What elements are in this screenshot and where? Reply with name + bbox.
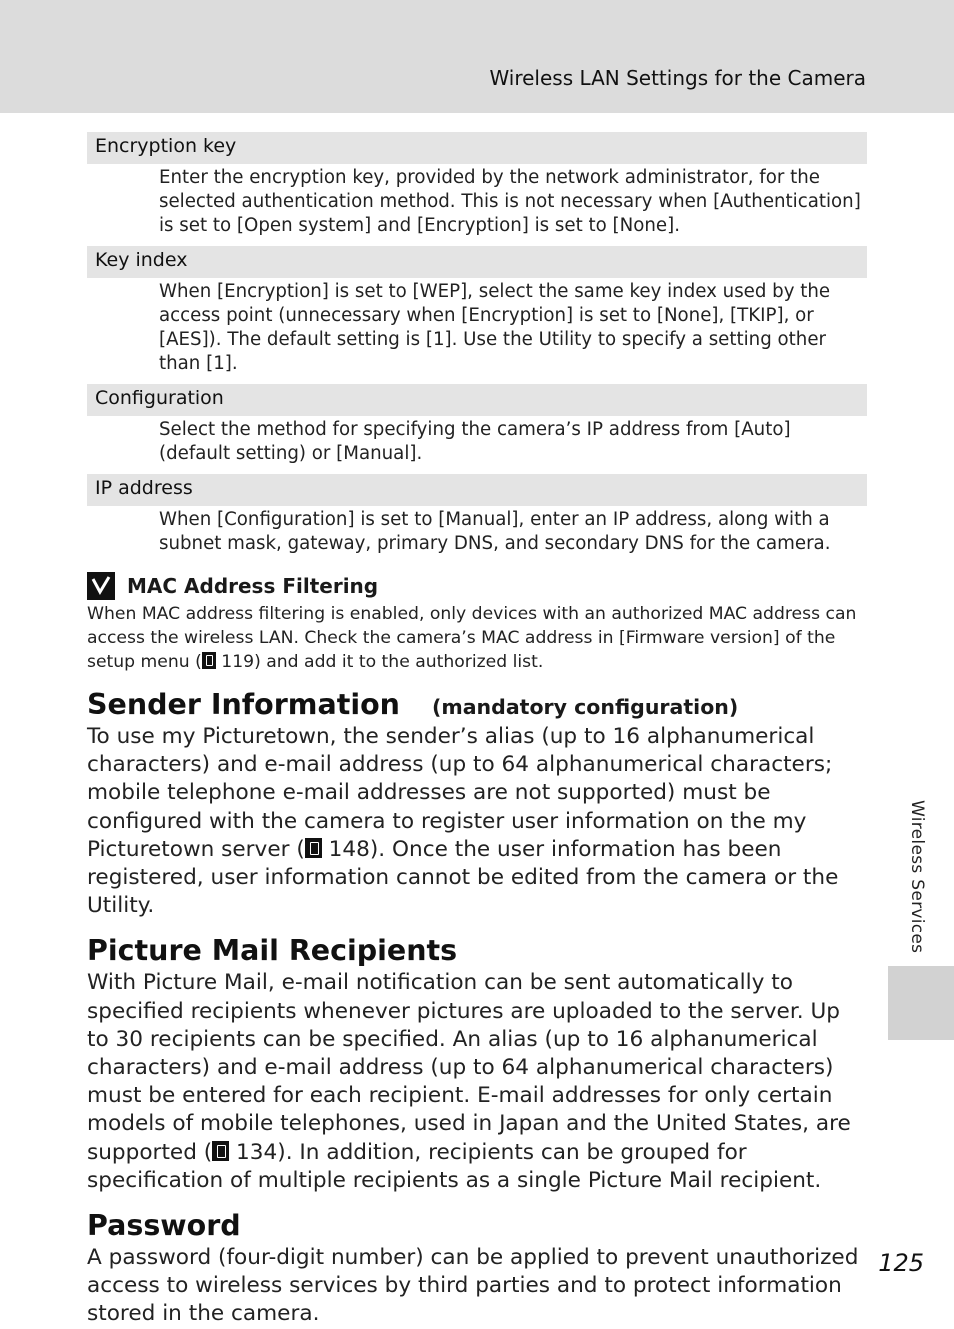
sender-body-text: To use my Picturetown, the sender’s alias (up to 16 alphanumerical characters) and e-mail address (up to 64 alphanumerical characters; mobile telephone e-mail addresses are not supported) must be configured with the camera to register user information on the my Picturetown server ( bbox=[87, 724, 833, 862]
sender-body-text-end: 148). Once the user information has been registered, user information cannot be edited from the camera or the Utility. bbox=[87, 836, 839, 919]
page-content bbox=[87, 132, 867, 1329]
sender-information-body bbox=[87, 723, 867, 920]
picture-mail-title: Picture Mail Recipients bbox=[87, 934, 458, 968]
setting-definition-configuration: Select the method for specifying the camera’s IP address from [Auto] (default setting) or [Manual]. bbox=[159, 419, 791, 464]
page-number: 125 bbox=[878, 1249, 924, 1277]
page-reference-icon bbox=[202, 652, 216, 669]
header-band bbox=[0, 0, 954, 113]
setting-term-key-index: Key index bbox=[87, 246, 867, 278]
sender-information-subtitle: (mandatory configuration) bbox=[431, 695, 739, 719]
password-heading bbox=[87, 1209, 867, 1242]
setting-definition-encryption-key: Enter the encryption key, provided by the network administrator, for the selected authentication method. This is not necessary when [Authentication] is set to [Open system] and [Encryption] is set to [None]. bbox=[159, 167, 861, 236]
sender-information-heading bbox=[87, 688, 867, 721]
note-body bbox=[87, 602, 867, 674]
note-body-text: When MAC address filtering is enabled, only devices with an authorized MAC address can access the wireless LAN. Check the camera’s MAC address in [Firmware version] of the setup menu ( bbox=[87, 604, 857, 672]
picture-mail-heading bbox=[87, 934, 867, 967]
setting-definition-key-index: When [Encryption] is set to [WEP], select the same key index used by the access point (unnecessary when [Encryption] is set to [None], [TKIP], or [AES]). The default setting is [1]. Use the Utility to specify a setting other than [1]. bbox=[159, 281, 831, 374]
note-heading bbox=[87, 572, 867, 600]
checkmark-icon bbox=[87, 572, 115, 600]
side-tab-marker bbox=[888, 966, 954, 1040]
password-body: A password (four-digit number) can be applied to prevent unauthorized access to wireless services by third parties and to protect information stored in the camera. bbox=[87, 1245, 859, 1327]
picture-mail-body-text-end: 134). In addition, recipients can be grouped for specification of multiple recipients as a single Picture Mail recipient. bbox=[87, 1139, 822, 1193]
page-reference-icon bbox=[212, 1141, 229, 1161]
note-title: MAC Address Filtering bbox=[127, 574, 379, 598]
setting-term-ip-address: IP address bbox=[87, 474, 867, 506]
side-tab-label: Wireless Services bbox=[907, 800, 927, 954]
running-head: Wireless LAN Settings for the Camera bbox=[489, 66, 866, 90]
setting-term-encryption-key: Encryption key bbox=[87, 132, 867, 164]
setting-term-configuration: Configuration bbox=[87, 384, 867, 416]
picture-mail-body-text: With Picture Mail, e-mail notification can be sent automatically to specified recipients whenever pictures are uploaded to the server. Up to 30 recipients can be specified. An alias (up to 16 alphanumerical characters) and e-mail address (up to 64 alphanumerical characters) must be entered for each recipient. E-mail addresses for only certain models of mobile telephones, used in Japan and the United States, are supported ( bbox=[87, 970, 851, 1165]
sender-information-title: Sender Information bbox=[87, 688, 400, 721]
note-body-text-end: 119) and add it to the authorized list. bbox=[215, 652, 544, 672]
password-title: Password bbox=[87, 1209, 241, 1243]
picture-mail-body bbox=[87, 969, 867, 1195]
setting-definition-ip-address: When [Configuration] is set to [Manual], enter an IP address, along with a subnet mask, gateway, primary DNS, and secondary DNS for the camera. bbox=[159, 509, 831, 554]
note-mac-address-filtering bbox=[87, 572, 867, 674]
page-reference-icon bbox=[305, 838, 322, 858]
